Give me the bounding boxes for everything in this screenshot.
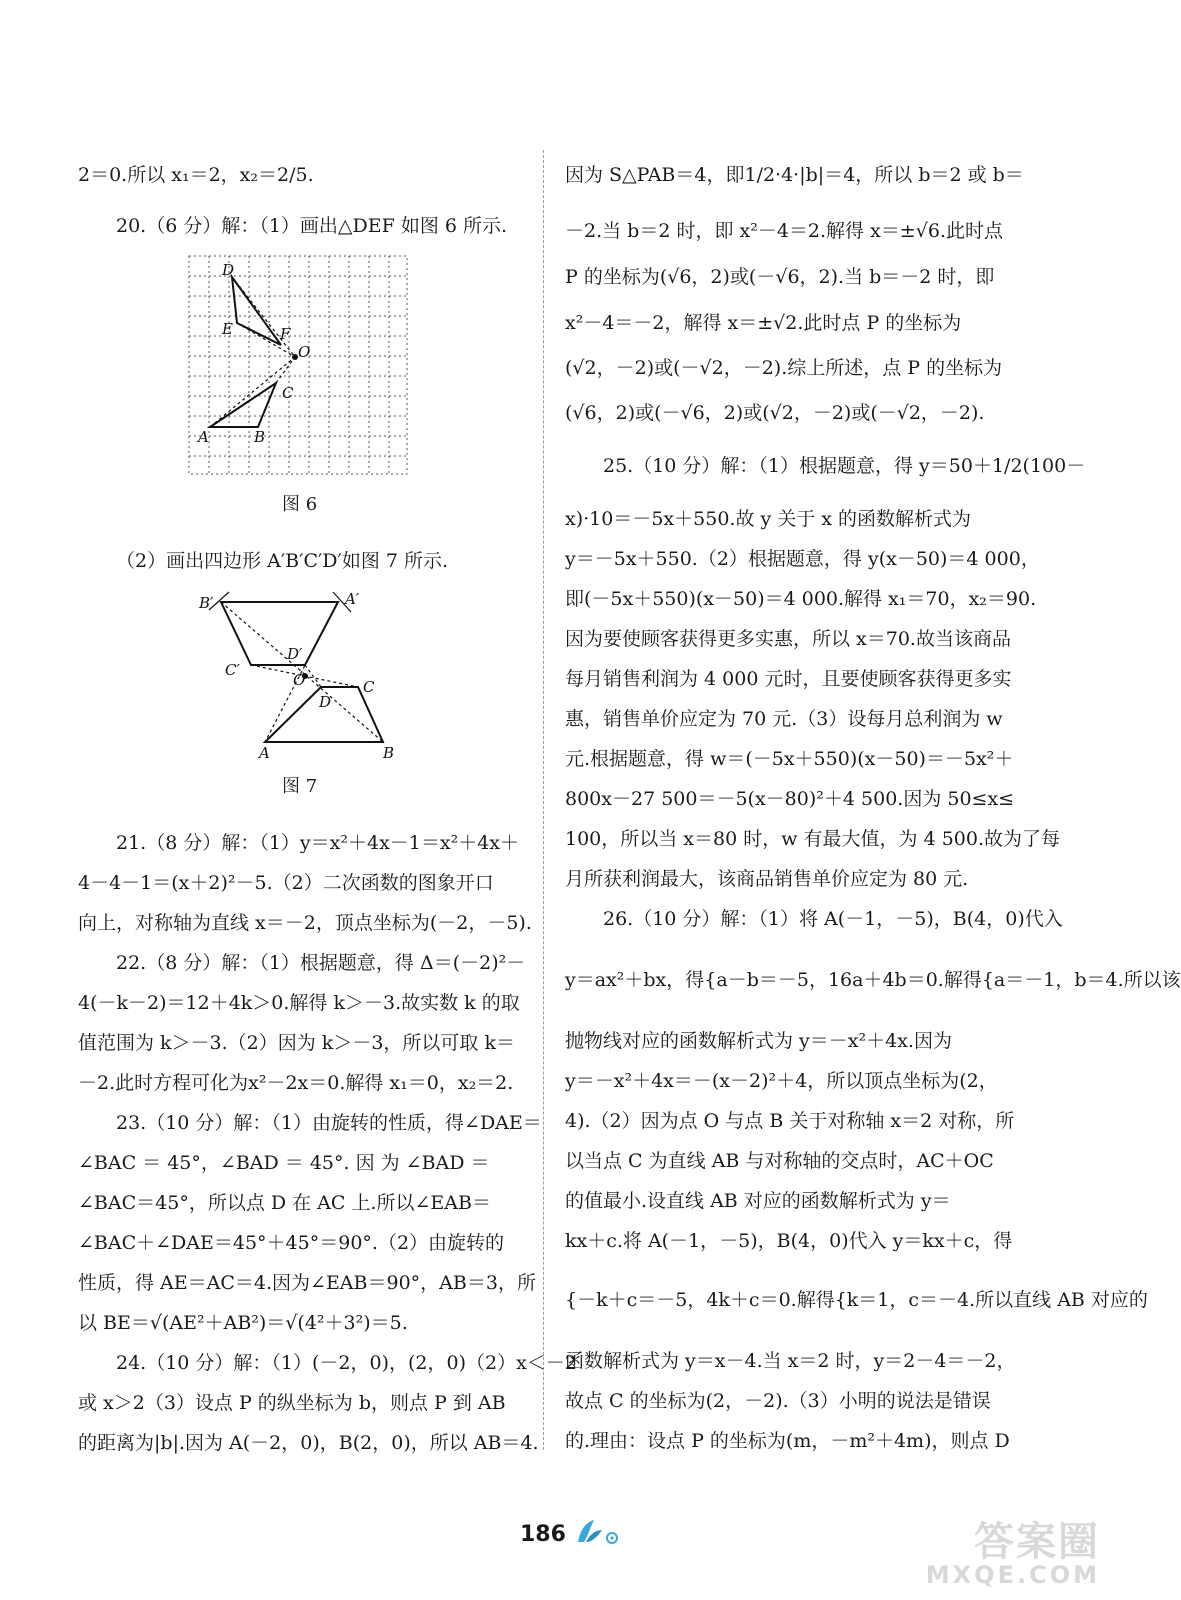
- text-line: 函数解析式为 y＝x－4.当 x＝2 时，y＝2－4＝－2，: [565, 1350, 1016, 1372]
- rotation-dashed-lines: [210, 277, 295, 427]
- text-line: x)·10＝－5x＋550.故 y 关于 x 的函数解析式为: [565, 508, 972, 530]
- equation-system-line: y＝ax²＋bx，得{a－b＝－5，16a＋4b＝0.解得{a＝－1，b＝4.所以该: [565, 969, 1181, 991]
- figure-6-grid: [188, 255, 410, 477]
- text-line: 性质，得 AE＝AC＝4.因为∠EAB＝90°，AB＝3，所: [78, 1272, 536, 1294]
- fig7-label-c-prime: C′: [225, 661, 240, 679]
- text-line: 的.理由：设点 P 的坐标为(m，－m²＋4m)，则点 D: [565, 1430, 1010, 1452]
- fig7-label-o: O: [293, 671, 306, 689]
- grid-lines: [189, 256, 407, 474]
- fig6-label-f: F: [280, 325, 291, 343]
- figure-7: [193, 582, 403, 762]
- text-line: －2.此时方程可化为x²－2x＝0.解得 x₁＝0，x₂＝2.: [78, 1072, 514, 1094]
- text-line: 22.（8 分）解：（1）根据题意，得 Δ＝(－2)²－: [116, 952, 526, 974]
- text-line: 23.（10 分）解：（1）由旋转的性质，得∠DAE＝: [116, 1112, 542, 1134]
- equation-system-line: {－k＋c＝－5，4k＋c＝0.解得{k＝1，c＝－4.所以直线 AB 对应的: [565, 1289, 1148, 1311]
- page-number: 186: [520, 1522, 566, 1547]
- text-line: x²－4＝－2，解得 x＝±√2.此时点 P 的坐标为: [565, 312, 962, 334]
- fig7-label-b: B: [383, 744, 395, 762]
- text-line: ∠BAC＝45°，所以点 D 在 AC 上.所以∠EAB＝: [78, 1192, 491, 1214]
- text-line: (√2，－2)或(－√2，－2).综上所述，点 P 的坐标为: [565, 357, 1003, 379]
- text-line: 月所获利润最大，该商品销售单价应定为 80 元.: [565, 868, 969, 890]
- text-line: 4).（2）因为点 O 与点 B 关于对称轴 x＝2 对称，所: [565, 1110, 1015, 1132]
- fig6-label-a: A: [198, 428, 209, 446]
- text-line: 26.（10 分）解：（1）将 A(－1，－5)，B(4，0)代入: [603, 908, 1063, 930]
- fig7-label-a: A: [259, 744, 270, 762]
- text-line: ∠BAC ＝ 45°，∠BAD ＝ 45°. 因 为 ∠BAD ＝: [78, 1152, 490, 1174]
- text-line: 因为要使顾客获得更多实惠，所以 x＝70.故当该商品: [565, 628, 1011, 650]
- fig6-label-d: D: [222, 261, 235, 279]
- text-line: 或 x＞2（3）设点 P 的纵坐标为 b，则点 P 到 AB: [78, 1392, 506, 1414]
- text-line: y＝－x²＋4x＝－(x－2)²＋4，所以顶点坐标为(2，: [565, 1070, 998, 1092]
- fig6-label-c: C: [282, 384, 294, 402]
- text-line: 抛物线对应的函数解析式为 y＝－x²＋4x.因为: [565, 1030, 952, 1052]
- publisher-leaf-icon: [574, 1516, 622, 1546]
- watermark-url-text: MXQE.COM: [925, 1561, 1100, 1589]
- text-line: 24.（10 分）解：（1）(－2，0)，(2，0)（2）x＜－2: [116, 1352, 577, 1374]
- text-line: （2）画出四边形 A′B′C′D′如图 7 所示.: [116, 550, 449, 572]
- fig7-label-b-prime: B′: [199, 594, 214, 612]
- text-line: 即(－5x＋550)(x－50)＝4 000.解得 x₁＝70，x₂＝90.: [565, 588, 1037, 610]
- text-line: kx＋c.将 A(－1，－5)，B(4，0)代入 y＝kx＋c，得: [565, 1230, 1013, 1252]
- quadrilateral-prime: [221, 602, 338, 665]
- text-line: 以当点 C 为直线 AB 与对称轴的交点时，AC＋OC: [565, 1150, 994, 1172]
- text-line: 元.根据题意，得 w＝(－5x＋550)(x－50)＝－5x²＋: [565, 748, 1014, 770]
- text-line: 故点 C 的坐标为(2，－2).（3）小明的说法是错误: [565, 1390, 991, 1412]
- text-line: 以 BE＝√(AE²＋AB²)＝√(4²＋3²)＝5.: [78, 1312, 408, 1334]
- fig7-label-d-prime: D′: [287, 645, 303, 663]
- text-line: 2＝0.所以 x₁＝2，x₂＝2/5.: [78, 164, 314, 186]
- figure-6-caption: 图 6: [282, 494, 318, 515]
- column-divider: [543, 150, 544, 1450]
- text-line: 的距离为|b|.因为 A(－2，0)，B(2，0)，所以 AB＝4.: [78, 1432, 539, 1454]
- fig6-label-b: B: [254, 428, 266, 446]
- triangle-abc: [210, 383, 276, 427]
- text-line: －2.当 b＝2 时，即 x²－4＝2.解得 x＝±√6.此时点: [565, 220, 1003, 242]
- text-line: 25.（10 分）解：（1）根据题意，得 y＝50＋1/2(100－: [603, 455, 1086, 477]
- text-line: 惠，销售单价应定为 70 元.（3）设每月总利润为 w: [565, 708, 1003, 730]
- text-line: 向上，对称轴为直线 x＝－2，顶点坐标为(－2，－5).: [78, 912, 532, 934]
- fig7-label-c: C: [363, 678, 375, 696]
- watermark-top-text: 答案圈: [974, 1519, 1100, 1565]
- text-line: 4(－k－2)＝12＋4k＞0.解得 k＞－3.故实数 k 的取: [78, 992, 520, 1014]
- text-line: (√6，2)或(－√6，2)或(√2，－2)或(－√2，－2).: [565, 402, 985, 424]
- text-line: 4－4－1＝(x＋2)²－5.（2）二次函数的图象开口: [78, 872, 494, 894]
- text-line: 每月销售利润为 4 000 元时，且要使顾客获得更多实: [565, 668, 1012, 690]
- text-line: ∠BAC＋∠DAE＝45°＋45°＝90°.（2）由旋转的: [78, 1232, 505, 1254]
- text-line: 20.（6 分）解：（1）画出△DEF 如图 6 所示.: [116, 215, 508, 237]
- text-line: 800x－27 500＝－5(x－80)²＋4 500.因为 50≤x≤: [565, 788, 1015, 810]
- watermark: [926, 1510, 1100, 1589]
- text-line: 21.（8 分）解：（1）y＝x²＋4x－1＝x²＋4x＋: [116, 832, 520, 854]
- text-line: 值范围为 k＞－3.（2）因为 k＞－3，所以可取 k＝: [78, 1032, 515, 1054]
- fig6-label-o: O: [298, 343, 311, 361]
- fig7-label-d: D: [319, 693, 332, 711]
- figure-7-caption: 图 7: [282, 776, 318, 797]
- text-line: P 的坐标为(√6，2)或(－√6，2).当 b＝－2 时，即: [565, 266, 995, 288]
- text-line: 100，所以当 x＝80 时，w 有最大值，为 4 500.故为了每: [565, 828, 1061, 850]
- fig6-label-e: E: [222, 320, 233, 338]
- text-line: y＝－5x＋550.（2）根据题意，得 y(x－50)＝4 000，: [565, 548, 1040, 570]
- text-line: 的值最小.设直线 AB 对应的函数解析式为 y＝: [565, 1190, 951, 1212]
- fig7-label-a-prime: A′: [345, 590, 360, 608]
- text-line: 因为 S△PAB＝4，即1/2·4·|b|＝4，所以 b＝2 或 b＝: [565, 164, 1024, 186]
